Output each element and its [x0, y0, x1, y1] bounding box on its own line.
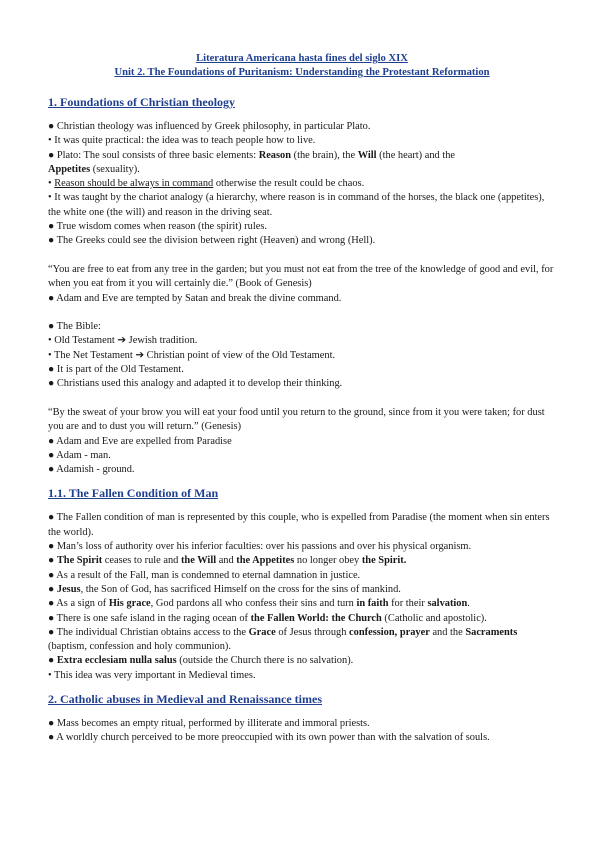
paragraph-line: ● Mass becomes an empty ritual, performed by illiterate and immoral priests.	[48, 717, 370, 729]
paragraph-line: ● The Fallen condition of man is represented by this couple, who is expelled from Paradise (the moment when sin enters the world).	[48, 512, 550, 538]
bold-term: Appetites	[48, 163, 91, 175]
section-1-1-heading: 1.1. The Fallen Condition of Man	[48, 486, 219, 501]
paragraph-line: ● Adamish - ground.	[48, 464, 135, 476]
paragraph-line: ● Adam and Eve are tempted by Satan and break the divine command.	[48, 292, 342, 304]
document-title-line-2: Unit 2. The Foundations of Puritanism: Understanding the Protestant Reformation	[114, 67, 490, 78]
paragraph-line: ● It is part of the Old Testament.	[48, 364, 184, 376]
document-title-line-1: Literatura Americana hasta fines del siglo XIX	[196, 53, 408, 64]
paragraph-line: • It was taught by the chariot analogy (a hierarchy, where reason is in command of the horses, the black one (appetites), the white one (the will) and reason in the driving seat.	[48, 192, 545, 218]
paragraph-line: • The Net Testament ➔ Christian point of view of the Old Testament.	[48, 349, 336, 361]
paragraph-line: • This idea was very important in Medieval times.	[48, 669, 256, 681]
paragraph-line: ● The Spirit ceases to rule and the Will and the Appetites no longer obey the Spirit.	[48, 555, 407, 567]
paragraph-line: ● Extra ecclesiam nulla salus (outside the Church there is no salvation).	[48, 655, 354, 667]
paragraph-line: ● Christian theology was influenced by Greek philosophy, in particular Plato.	[48, 121, 371, 132]
paragraph-line: ● Man’s loss of authority over his inferior faculties: over his passions and over his physical organism.	[48, 541, 472, 553]
genesis-quote-2: “By the sweat of your brow you will eat your food until you return to the ground, since from it you were taken; for dust you are and to dust you will return.” (Genesis)	[48, 406, 545, 433]
paragraph-line: ● As a sign of His grace, God pardons all who confess their sins and turn in faith for their salvation.	[48, 598, 470, 610]
paragraph-line: ● Jesus, the Son of God, has sacrificed Himself on the cross for the sins of mankind.	[48, 583, 401, 595]
section-2-heading: 2. Catholic abuses in Medieval and Renaissance times	[48, 691, 323, 706]
paragraph-line: ● Christians used this analogy and adapted it to develop their thinking.	[48, 378, 343, 390]
paragraph-line: ● A worldly church perceived to be more preoccupied with its own power than with the salvation of souls.	[48, 732, 490, 744]
paragraph-line: ● Adam - man.	[48, 449, 111, 461]
paragraph-line: ● Adam and Eve are expelled from Paradise	[48, 435, 232, 447]
bold-term: Will	[357, 149, 377, 161]
paragraph-line: • Reason should be always in command otherwise the result could be chaos.	[48, 178, 365, 190]
section-1-heading: 1. Foundations of Christian theology	[48, 95, 236, 109]
underlined-phrase: Reason should be always in command	[54, 178, 214, 190]
paragraph-line: ● Plato: The soul consists of three basic elements: Reason (the brain), the Will (the heart) and the Appetites (sexuality).	[48, 149, 456, 175]
paragraph-line: ● The Bible:	[48, 321, 101, 333]
paragraph-line: ● As a result of the Fall, man is condemned to eternal damnation in justice.	[48, 569, 361, 581]
bold-term: Reason	[258, 149, 292, 161]
paragraph-line: ● The Greeks could see the division between right (Heaven) and wrong (Hell).	[48, 235, 376, 247]
paragraph-line: • Old Testament ➔ Jewish tradition.	[48, 335, 198, 347]
genesis-quote-1: “You are free to eat from any tree in the garden; but you must not eat from the tree of the knowledge of good and evil, for when you eat from it you will certainly die.” (Book of Genesis)	[48, 263, 554, 290]
paragraph-line: ● The individual Christian obtains access to the Grace of Jesus through confession, prayer and the Sacraments (baptism, confession and holy communion).	[48, 626, 518, 653]
paragraph-line: ● There is one safe island in the raging ocean of the Fallen World: the Church (Catholic and apostolic).	[48, 612, 487, 624]
paragraph-line: • It was quite practical: the idea was to teach people how to live.	[48, 135, 316, 147]
paragraph-line: ● True wisdom comes when reason (the spirit) rules.	[48, 221, 267, 233]
